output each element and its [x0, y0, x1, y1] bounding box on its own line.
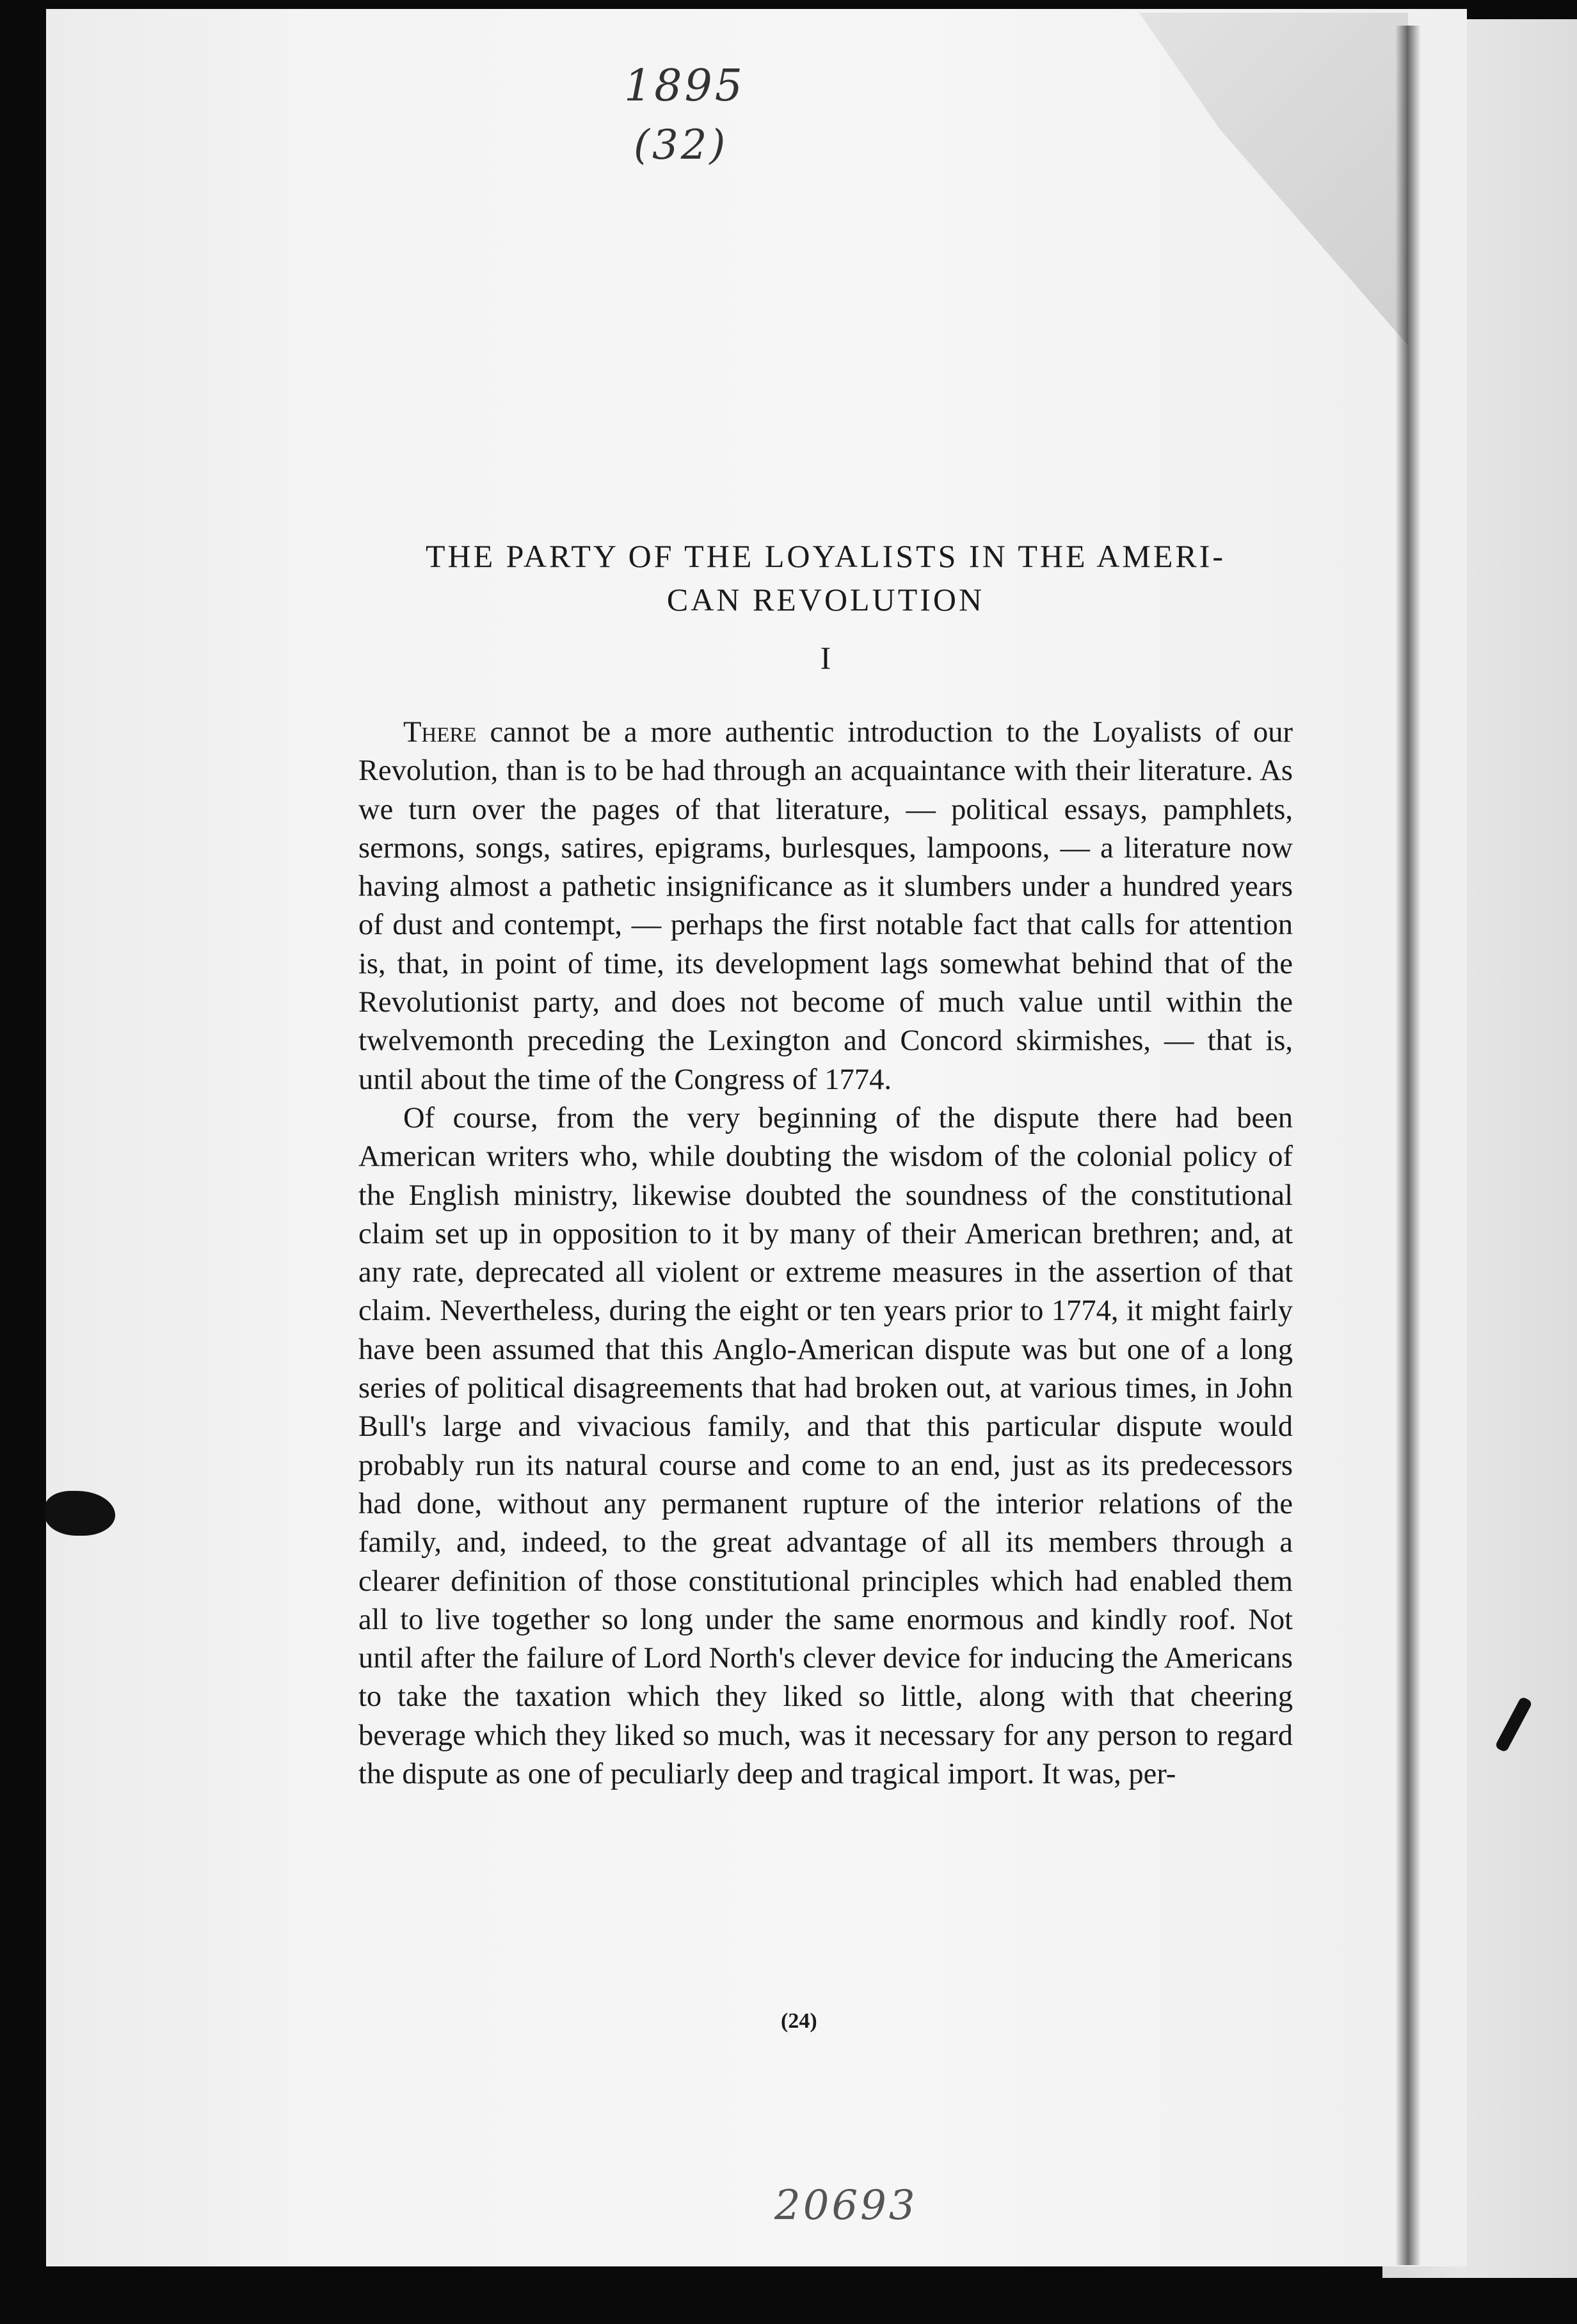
paragraph-2: Of course, from the very beginning of the dispute there had been American writers who, while doubting the wisdom of the colonial policy of the English ministry, likewise doubted the soundness of the constitutional claim set up in opposition to it by many of their American brethren; and, at any rate, deprecated all violent or extreme measures in the assertion of that claim. Nevertheless, during the eight or ten years prior to 1774, it might fairly have been assumed that this Anglo-American dispute was but one of a long series of political disagreements that had broken out, at various times, in John Bull's large and vivacious family, and that this particular dispute would probably run its natural course and come to an end, just as its predecessors had done, without any permanent rupture of the interior relations of the family, and, indeed, to the great advantage of all its members through a clearer definition of those constitutional principles which had enabled them all to live together so long under the same enormous and kindly roof. Not until after the failure of Lord North's clever device for inducing the Americans to take the taxation which they liked so little, along with that cheering beverage which they liked so much, was it necessary for any person to regard the dispute as one of peculiarly deep and tragical import. It was, per- [358, 1101, 1293, 1791]
article [358, 534, 1293, 1794]
title-line-2: CAN REVOLUTION [666, 582, 985, 617]
paragraph-1 [358, 713, 1293, 1099]
title-line-1: THE PARTY OF THE LOYALISTS IN THE AMERI- [425, 538, 1226, 574]
article-body [358, 713, 1293, 1794]
handwritten-number: (32) [634, 122, 728, 169]
article-title [358, 534, 1293, 621]
lead-word: There [403, 716, 477, 749]
section-number: I [820, 640, 831, 676]
handwritten-year: 1895 [624, 61, 746, 111]
page-number: (24) [781, 2009, 817, 2033]
paragraph-1-text: cannot be a more authentic introduction to the Loyalists of our Revolution, than is to be had through an acquaintance with their literature. As we turn over the pages of that literature, — political essays, pamphlets, sermons, songs, satires, epigrams, burlesques, lampoons, — a literature now having almost a pathetic insignificance as it slumbers under a hundred years of dust and contempt, — perhaps the first notable fact that calls for attention is, that, in point of time, its development lags somewhat behind that of the Revolutionist party, and does not become of much value until within the twelvemonth preceding the Lexington and Concord skirmishes, — that is, until about the time of the Congress of 1774. [358, 716, 1293, 1096]
binding-shadow [1395, 26, 1421, 2265]
edge-nick [0, 211, 38, 250]
accession-number: 20693 [774, 2182, 918, 2229]
